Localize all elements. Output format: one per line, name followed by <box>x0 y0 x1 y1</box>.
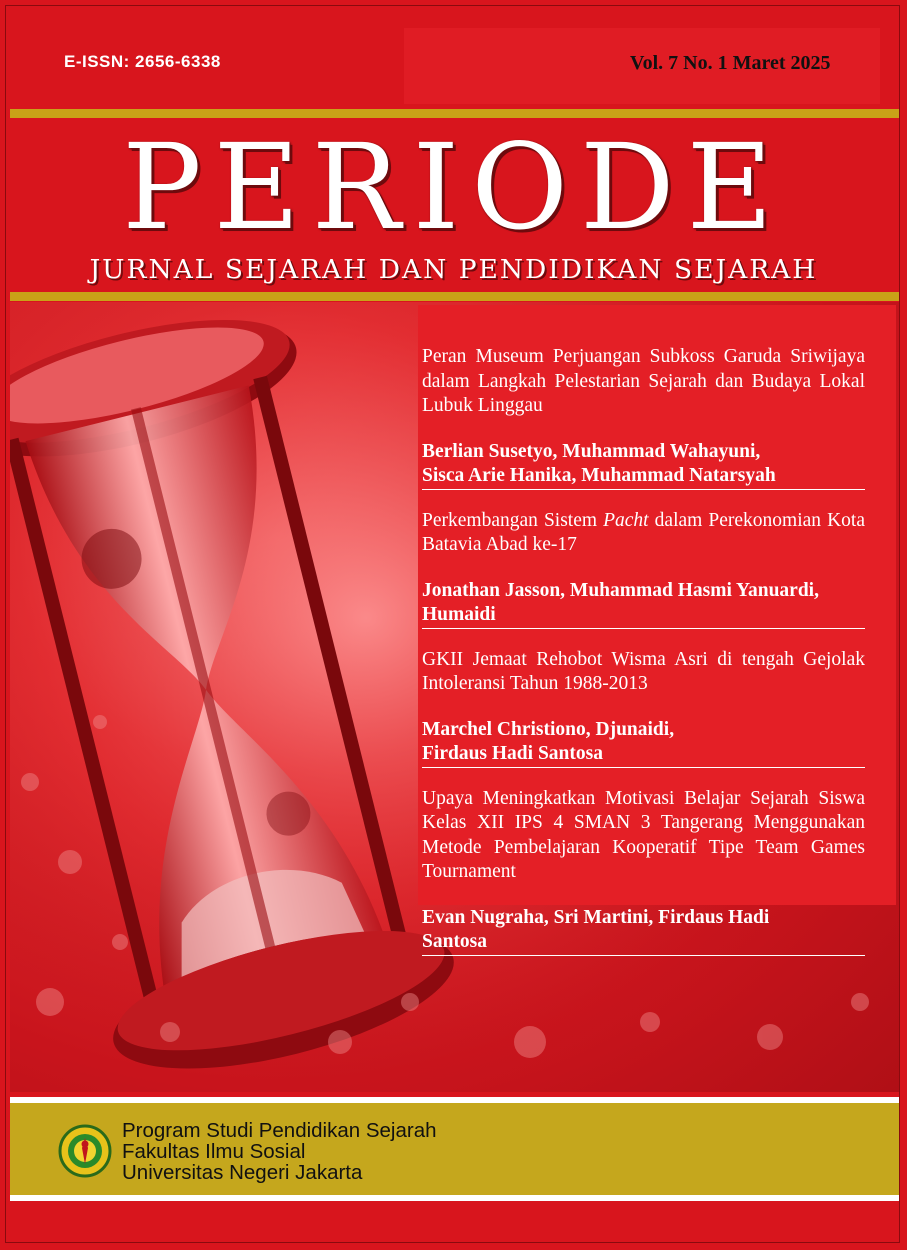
university-name: Universitas Negeri Jakarta <box>122 1161 363 1184</box>
journal-title: PERIODE <box>122 118 785 256</box>
article-authors <box>422 579 865 629</box>
authors-line: Sisca Arie Hanika, Muhammad Natarsyah <box>422 464 865 490</box>
unj-logo-icon <box>58 1124 112 1178</box>
authors-line: Berlian Susetyo, Muhammad Wahayuni, <box>422 440 761 462</box>
article-title: Peran Museum Perjuangan Subkoss Garuda Sriwijaya dalam Langkah Pelestarian Sejarah dan Budaya Lokal Lubuk Linggau <box>422 346 865 416</box>
authors-line: Marchel Christiono, Djunaidi, <box>422 718 675 740</box>
journal-subtitle: JURNAL SEJARAH DAN PENDIDIKAN SEJARAH <box>89 254 818 285</box>
authors-line: Evan Nugraha, Sri Martini, Firdaus Hadi <box>422 906 770 928</box>
article-title <box>422 509 865 558</box>
article-title: Upaya Meningkatkan Motivasi Belajar Sejarah Siswa Kelas XII IPS 4 SMAN 3 Tangerang Menggunakan Metode Pembelajaran Kooperatif Tipe Team Games Tournament <box>422 787 865 882</box>
faculty-name: Fakultas Ilmu Sosial <box>122 1140 306 1163</box>
title-italic: Pacht <box>603 509 649 531</box>
volume-label: Vol. 7 No. 1 Maret 2025 <box>630 52 831 74</box>
authors-line: Humaidi <box>422 603 865 629</box>
issn-label: E-ISSN: 2656-6338 <box>64 52 221 71</box>
gold-divider-middle <box>10 292 900 301</box>
article-authors <box>422 440 865 490</box>
article-authors <box>422 718 865 768</box>
footer-institution <box>122 1120 437 1183</box>
title-part: dalam Perekonomian Kota Batavia Abad ke-17 <box>422 509 865 555</box>
gold-divider-top <box>10 109 900 118</box>
table-of-contents <box>422 345 865 956</box>
program-name: Program Studi Pendidikan Sejarah <box>122 1119 437 1142</box>
authors-line: Firdaus Hadi Santosa <box>422 742 865 768</box>
article-title: GKII Jemaat Rehobot Wisma Asri di tengah Gejolak Intoleransi Tahun 1988-2013 <box>422 648 865 694</box>
authors-line: Jonathan Jasson, Muhammad Hasmi Yanuardi, <box>422 579 819 601</box>
authors-line: Santosa <box>422 930 865 956</box>
article-authors <box>422 906 865 956</box>
title-part: Perkembangan Sistem <box>422 509 604 531</box>
